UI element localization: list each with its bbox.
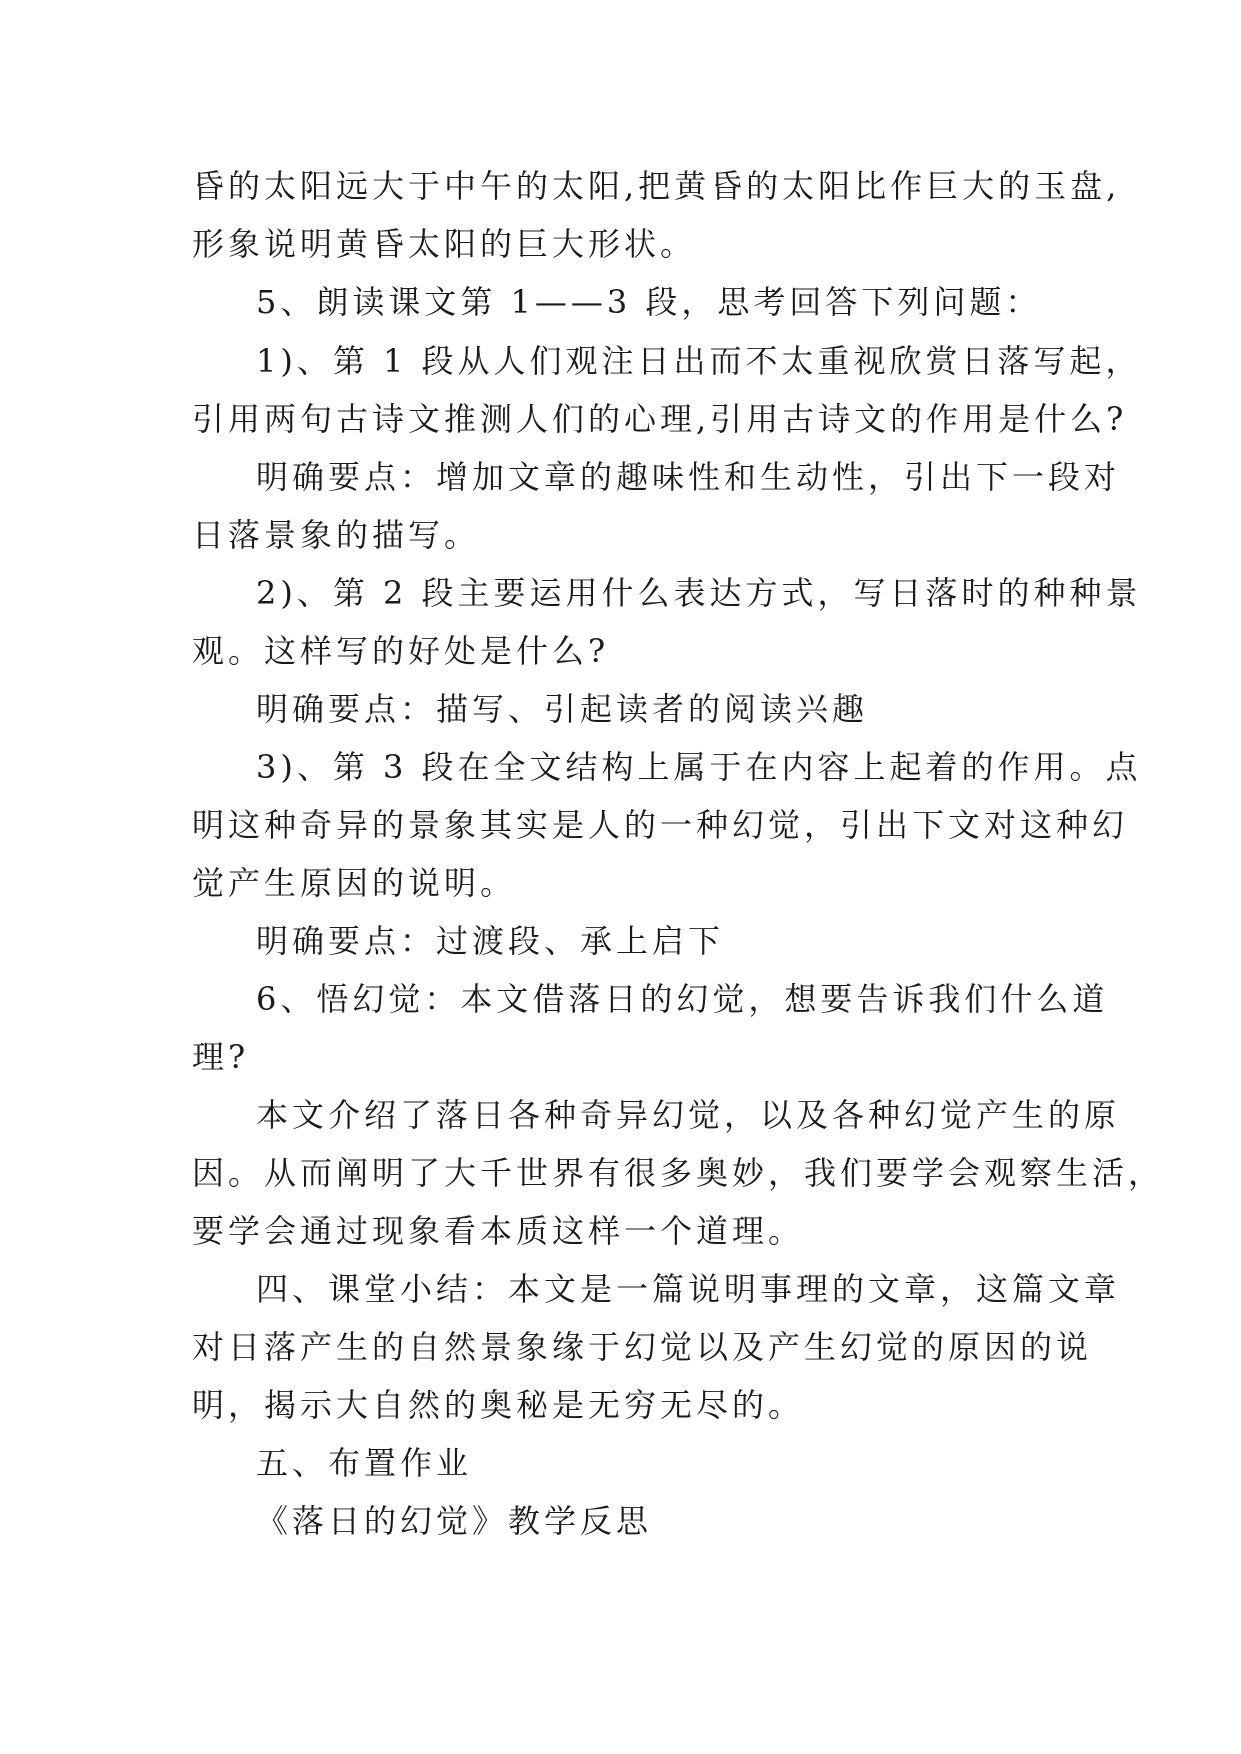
section-heading: 《落日的幻觉》教学反思 bbox=[256, 1502, 653, 1540]
text-line: 因。从而阐明了大千世界有很多奥妙，我们要学会观察生活， bbox=[192, 1154, 1165, 1192]
text-line: 明，揭示大自然的奥秘是无穷无尽的。 bbox=[192, 1386, 805, 1424]
text-line: 3)、第 3 段在全文结构上属于在内容上起着的作用。点 bbox=[256, 748, 1142, 786]
text-line: 明这种奇异的景象其实是人的一种幻觉，引出下文对这种幻 bbox=[192, 806, 1129, 844]
text-line: 对日落产生的自然景象缘于幻觉以及产生幻觉的原因的说 bbox=[192, 1328, 1093, 1366]
text-line: 四、课堂小结：本文是一篇说明事理的文章，这篇文章 bbox=[256, 1270, 1121, 1308]
text-line: 明确要点：增加文章的趣味性和生动性，引出下一段对 bbox=[256, 458, 1121, 496]
text-line: 要学会通过现象看本质这样一个道理。 bbox=[192, 1212, 805, 1250]
text-line: 1)、第 1 段从人们观注日出而不太重视欣赏日落写起， bbox=[256, 342, 1142, 380]
text-line: 引用两句古诗文推测人们的心理,引用古诗文的作用是什么? bbox=[192, 400, 1128, 438]
text-line: 日落景象的描写。 bbox=[192, 516, 481, 554]
text-line: 本文介绍了落日各种奇异幻觉，以及各种幻觉产生的原 bbox=[256, 1096, 1121, 1134]
text-line: 理? bbox=[192, 1038, 250, 1076]
text-line: 明确要点：过渡段、承上启下 bbox=[256, 922, 725, 960]
text-line: 觉产生原因的说明。 bbox=[192, 864, 517, 902]
section-heading: 五、布置作业 bbox=[256, 1444, 473, 1482]
text-line: 2)、第 2 段主要运用什么表达方式，写日落时的种种景 bbox=[256, 574, 1142, 612]
text-line: 形象说明黄昏太阳的巨大形状。 bbox=[192, 225, 697, 263]
text-line: 观。这样写的好处是什么? bbox=[192, 632, 610, 670]
text-line: 5、朗读课文第 1——3 段，思考回答下列问题： bbox=[256, 283, 1042, 321]
text-line: 6、悟幻觉：本文借落日的幻觉，想要告诉我们什么道 bbox=[256, 980, 1109, 1018]
text-line: 昏的太阳远大于中午的太阳,把黄昏的太阳比作巨大的玉盘, bbox=[192, 167, 1121, 205]
text-line: 明确要点：描写、引起读者的阅读兴趣 bbox=[256, 690, 869, 728]
